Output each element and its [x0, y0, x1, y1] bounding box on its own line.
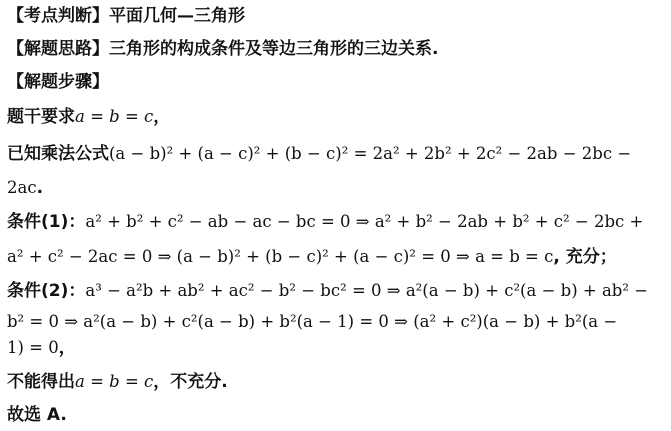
line-6 [7, 177, 43, 199]
condition-1-math-cont: a² + c² − 2ac = 0 ⇒ (a − b)² + (b − c)² + (a − c)² = 0 ⇒ a = b = c [7, 247, 554, 266]
line-2 [7, 38, 438, 60]
condition-1-math: a² + b² + c² − ab − ac − bc = 0 ⇒ a² + b² − 2ab + b² + c² − 2bc + [85, 212, 644, 231]
requirement-math: a = b = c [75, 107, 154, 126]
formula-tail: . [36, 178, 44, 198]
condition-2-math: a³ − a²b + ab² + ac² − b² − bc² = 0 ⇒ a²(a − b) + c²(a − b) + ab² − [85, 281, 649, 300]
line-4 [7, 106, 170, 128]
approach-text: 三角形的构成条件及等边三角形的三边关系. [109, 39, 439, 59]
requirement-tail: ， [153, 107, 171, 127]
condition-2-math-end: 1) = 0 [7, 338, 59, 357]
cannot-derive-label: 不能得出 [7, 372, 75, 392]
condition-2-math-cont: b² = 0 ⇒ a²(a − b) + c²(a − b) + b²(a − 1) = 0 ⇒ (a² + c²)(a − b) + b²(a − [7, 312, 618, 331]
line-1 [7, 5, 245, 27]
condition-2-label: 条件(2)： [7, 281, 86, 301]
label-steps: 【解题步骤】 [7, 72, 109, 92]
line-11 [7, 337, 76, 359]
condition-1-conclusion: , 充分； [553, 247, 617, 267]
requirement-label: 题干要求 [7, 107, 75, 127]
final-answer: 故选 A. [7, 405, 67, 425]
condition-2-tail: ， [58, 338, 76, 358]
cannot-derive-conclusion: ，不充分. [153, 372, 228, 392]
formula-math: (a − b)² + (a − c)² + (b − c)² = 2a² + 2b² + 2c² − 2ab − 2bc − [109, 144, 632, 163]
line-12 [7, 371, 228, 393]
formula-label: 已知乘法公式 [7, 144, 109, 164]
label-approach: 【解题思路】 [7, 39, 109, 59]
line-13 [7, 404, 67, 426]
condition-1-label: 条件(1)： [7, 212, 86, 232]
line-10 [7, 311, 617, 333]
exam-point-text: 平面几何—三角形 [109, 6, 245, 26]
line-8 [7, 246, 617, 268]
line-3 [7, 71, 109, 93]
label-exam-point: 【考点判断】 [7, 6, 109, 26]
cannot-derive-math: a = b = c [75, 372, 154, 391]
line-5 [7, 143, 631, 165]
line-7 [7, 211, 643, 233]
line-9 [7, 280, 648, 302]
formula-math-cont: 2ac [7, 178, 37, 197]
